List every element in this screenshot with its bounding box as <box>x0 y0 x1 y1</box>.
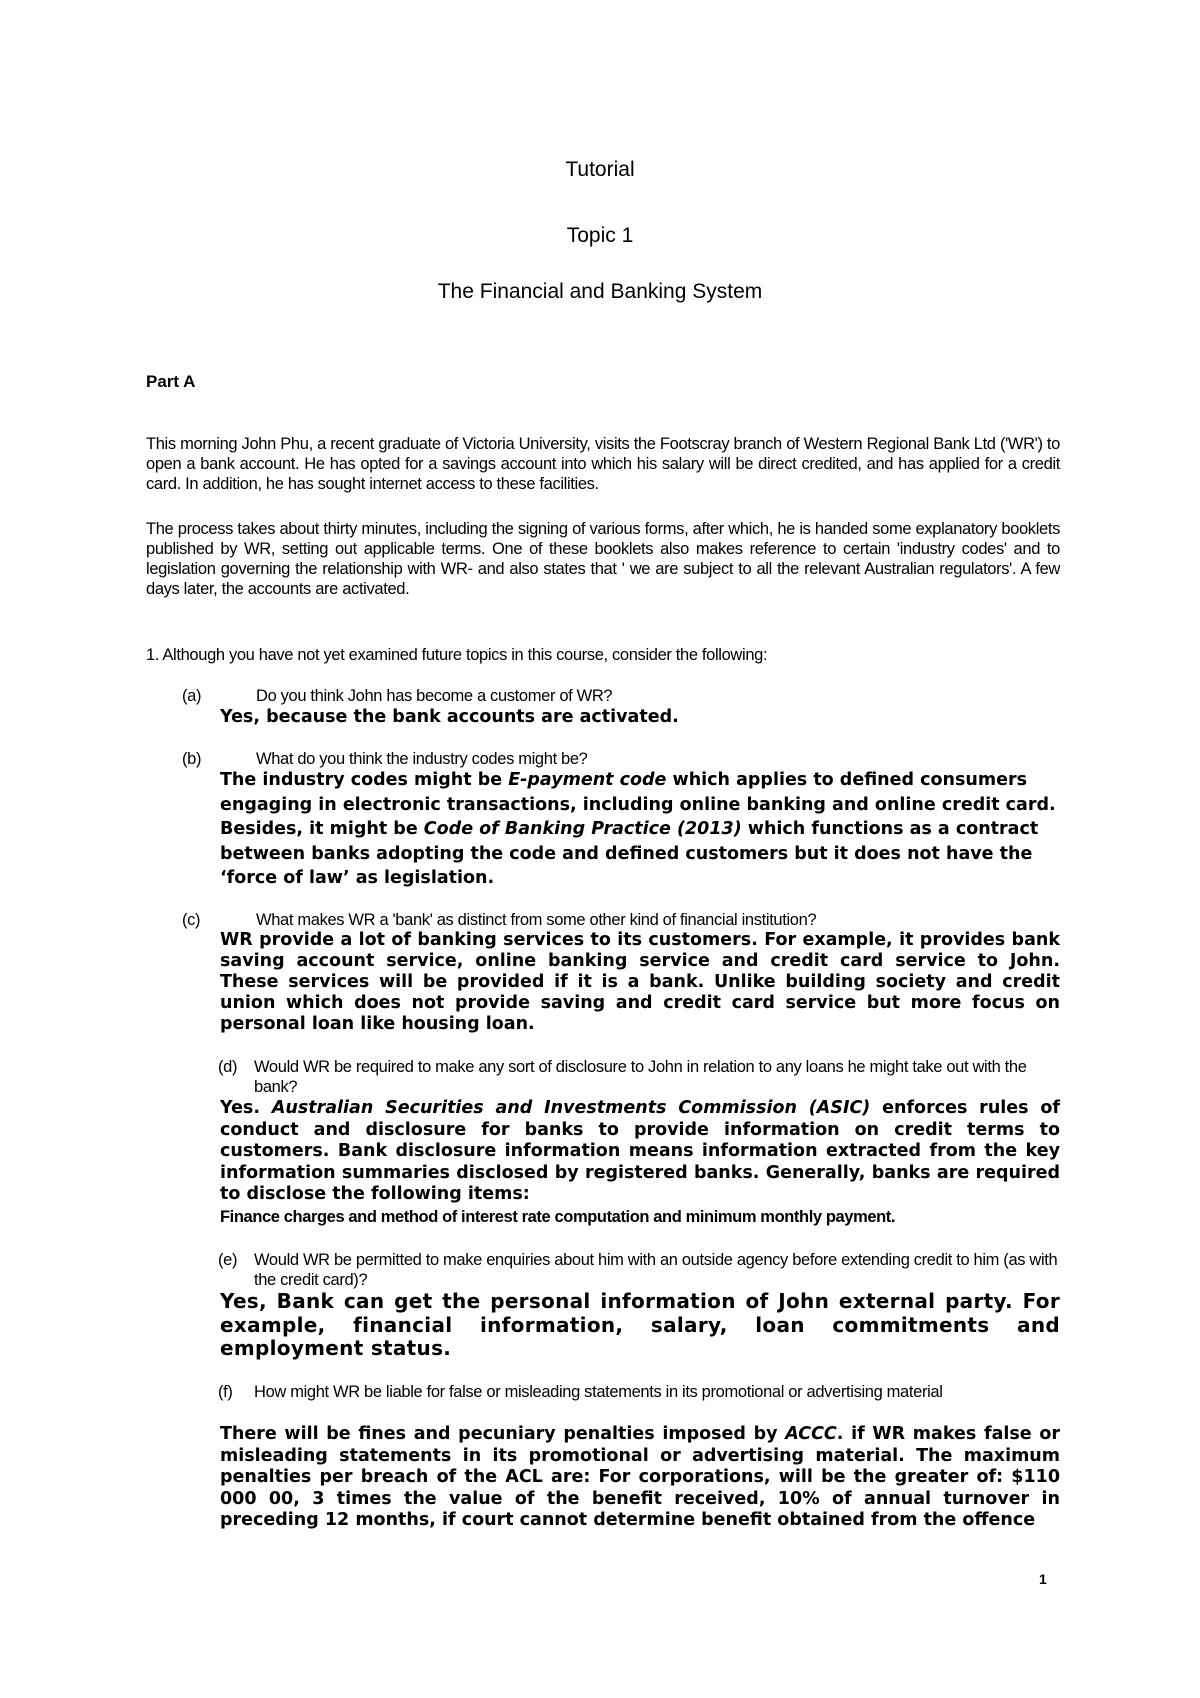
answer-f: There will be fines and pecuniary penalties imposed by ACCC. if WR makes false or misleading statements in its promotional or advertising material. The maximum penalties per breach of the ACL are: For corporations, will be the greater of: $110 000 00, 3 times the value of the benefit received, 10% of annual turnover in preceding 12 months, if court cannot determine benefit obtained from the offence <box>220 1424 1060 1530</box>
question-e-text: Would WR be permitted to make enquiries about him with an outside agency before extending credit to him (as with the credit card)? <box>254 1251 1058 1289</box>
question-1-intro: 1. Although you have not yet examined future topics in this course, consider the following: <box>146 646 768 664</box>
question-c-label: (c) <box>182 911 201 929</box>
question-d <box>218 1057 1060 1097</box>
answer-e: Yes, Bank can get the personal information of John external party. For example, financial information, salary, loan commitments and employment status. <box>220 1289 1060 1360</box>
intro-paragraph-2: The process takes about thirty minutes, including the signing of various forms, after which, he is handed some explanatory booklets published by WR, setting out applicable terms. One of these booklets also makes reference to certain 'industry codes' and to legislation governing the relationship with WR- and also states that ' we are subject to all the relevant Australian regulators'. A few days later, the accounts are activated. <box>146 520 1060 598</box>
question-d-label: (d) <box>218 1058 238 1076</box>
answer-b: The industry codes might be E-payment code which applies to defined consumers engaging in electronic transactions, including online banking and online credit card. Besides, it might be Code of Banking Practice (2013) which functions as a contract between banks adopting the code and defined customers but it does not have the ‘force of law’ as legislation. <box>220 770 1056 888</box>
question-e-label: (e) <box>218 1251 238 1269</box>
intro-paragraph-1: This morning John Phu, a recent graduate of Victoria University, visits the Footscray branch of Western Regional Bank Ltd ('WR') to open a bank account. He has opted for a savings account into which his salary will be direct credited, and has applied for a credit card. In addition, he has sought internet access to these facilities. <box>146 435 1060 493</box>
doc-subtitle: The Financial and Banking System <box>437 280 763 303</box>
answer-a: Yes, because the bank accounts are activated. <box>220 707 679 727</box>
doc-topic: Topic 1 <box>566 224 634 247</box>
answer-d-extra: Finance charges and method of interest rate computation and minimum monthly payment. <box>220 1208 896 1226</box>
answer-d: Yes. Australian Securities and Investments Commission (ASIC) enforces rules of conduct and disclosure for banks to provide information on credit terms to customers. Bank disclosure information means information extracted from the key information summaries disclosed by registered banks. Generally, banks are required to disclose the following items: <box>220 1098 1061 1204</box>
question-b-label: (b) <box>182 750 202 768</box>
question-b-text: What do you think the industry codes might be? <box>256 750 588 768</box>
doc-title: Tutorial <box>565 158 635 181</box>
question-a <box>182 686 1060 706</box>
question-f <box>218 1382 1060 1402</box>
question-d-text: Would WR be required to make any sort of disclosure to John in relation to any loans he might take out with the bank? <box>254 1058 1027 1096</box>
question-f-label: (f) <box>218 1383 233 1401</box>
question-e <box>218 1250 1060 1290</box>
question-a-text: Do you think John has become a customer of WR? <box>256 687 613 705</box>
question-a-label: (a) <box>182 687 202 705</box>
question-c <box>182 910 1060 930</box>
question-b <box>182 749 1060 769</box>
part-a-heading: Part A <box>146 372 196 391</box>
answer-c: WR provide a lot of banking services to its customers. For example, it provides bank saving account service, online banking service and credit card service to John. These services will be provided if it is a bank. Unlike building society and credit union which does not provide saving and credit card service but more focus on personal loan like housing loan. <box>220 930 1060 1034</box>
question-c-text: What makes WR a 'bank' as distinct from some other kind of financial institution? <box>256 911 817 929</box>
question-f-text: How might WR be liable for false or misleading statements in its promotional or advertising material <box>254 1383 943 1401</box>
page-number: 1 <box>1039 1571 1047 1587</box>
